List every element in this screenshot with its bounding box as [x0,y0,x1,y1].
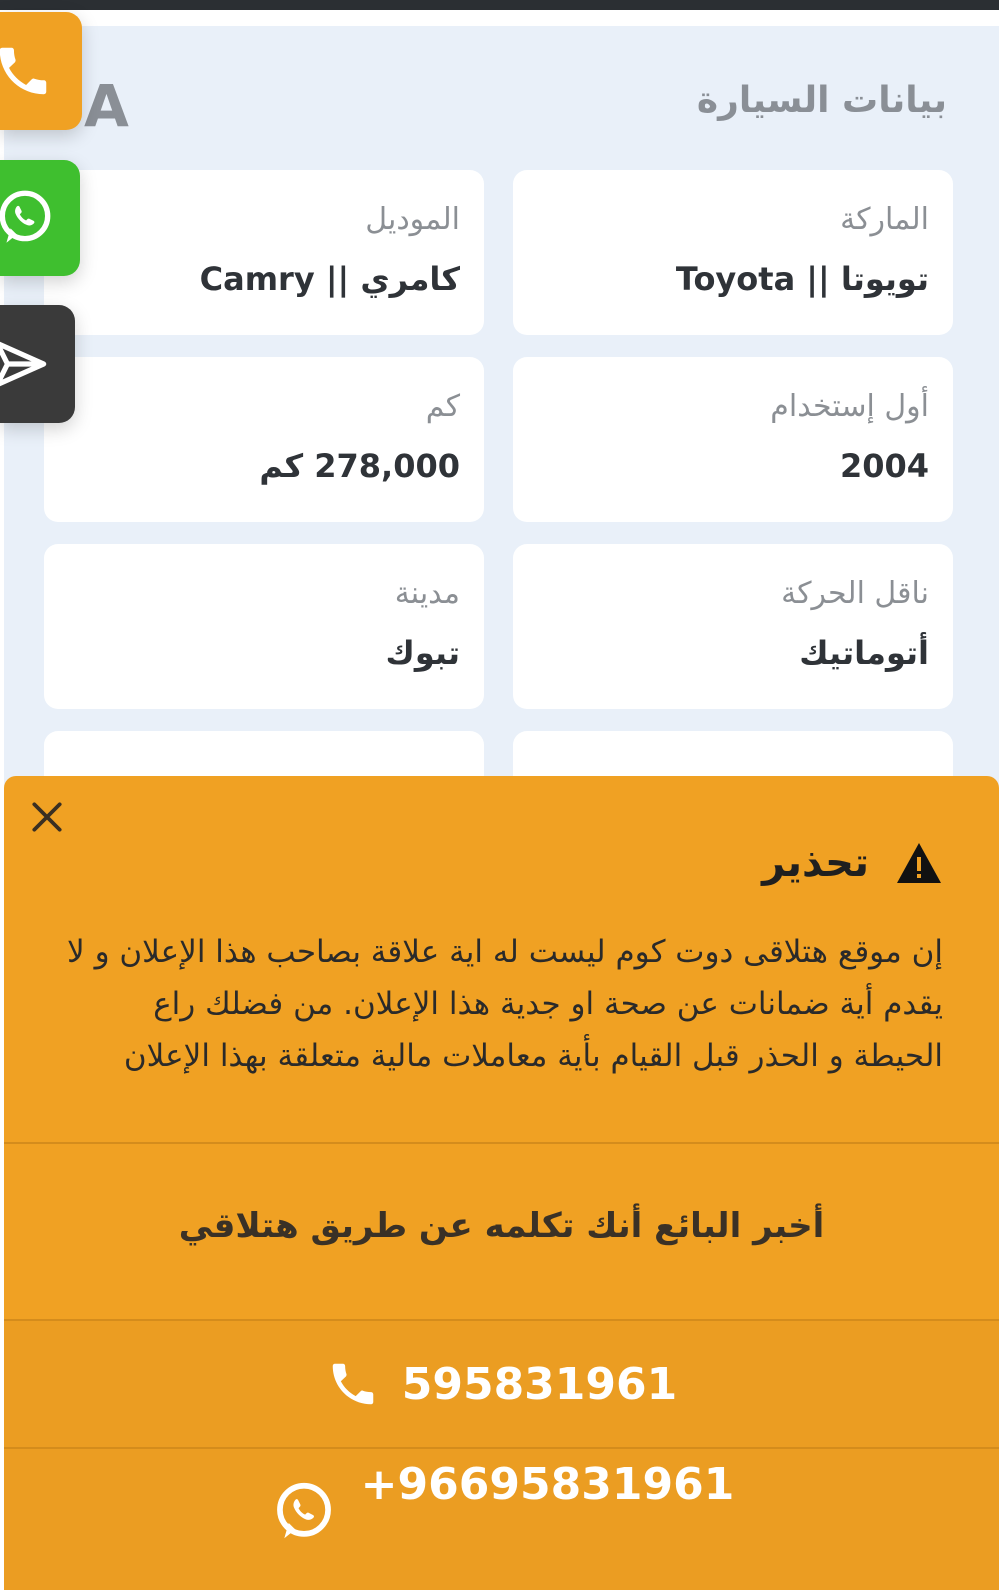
card-label: الماركة [840,202,929,237]
car-card-transmission [513,544,953,709]
warning-header [762,840,943,886]
section-title: بيانات السيارة [696,80,947,121]
close-icon[interactable] [28,798,66,836]
whatsapp-number: +96695831961 [360,1459,735,1510]
logo-text: A [84,72,129,140]
car-card-mileage [44,357,484,522]
warning-title: تحذير [762,840,869,886]
call-number-button[interactable] [4,1321,999,1447]
phone-icon [326,1357,380,1411]
card-label: ناقل الحركة [781,576,929,611]
phone-icon [0,40,54,102]
card-value: تويوتا || Toyota [675,260,929,298]
warning-modal [4,776,999,1590]
warning-text: إن موقع هتلاقى دوت كوم ليست له اية علاقة بصاحب هذا الإعلان و لا يقدم أية ضمانات عن صحة او جدية هذا الإعلان. من فضلك راع الحيطة و الحذر قبل القيام بأية معاملات مالية متعلقة بهذا الإعلان [67,934,943,1074]
whatsapp-number-button[interactable] [4,1449,999,1590]
card-label: كم [425,389,460,424]
card-label: مدينة [394,576,460,611]
card-value: كامري || Camry [199,260,460,298]
car-card-first-use [513,357,953,522]
phone-number: 595831961 [401,1358,678,1410]
card-label: أول إستخدام [770,389,929,424]
whatsapp-icon [0,185,58,251]
whatsapp-icon [269,1477,339,1547]
share-icon [0,333,54,395]
car-card-brand [513,170,953,335]
warning-triangle-icon [895,841,943,885]
card-value: 2004 [839,447,929,485]
car-card-city [44,544,484,709]
floating-share-button[interactable] [0,305,75,423]
floating-call-button[interactable] [0,12,82,130]
card-label: الموديل [365,202,460,237]
floating-whatsapp-button[interactable] [0,160,80,276]
top-bar [0,0,999,10]
tell-seller-text: أخبر البائع أنك تكلمه عن طريق هتلاقي [178,1206,825,1246]
divider [4,1142,999,1144]
card-value: 278,000 كم [259,447,460,485]
car-card-model [44,170,484,335]
card-value: أتوماتيك [799,634,929,672]
card-value: تبوك [385,634,460,672]
